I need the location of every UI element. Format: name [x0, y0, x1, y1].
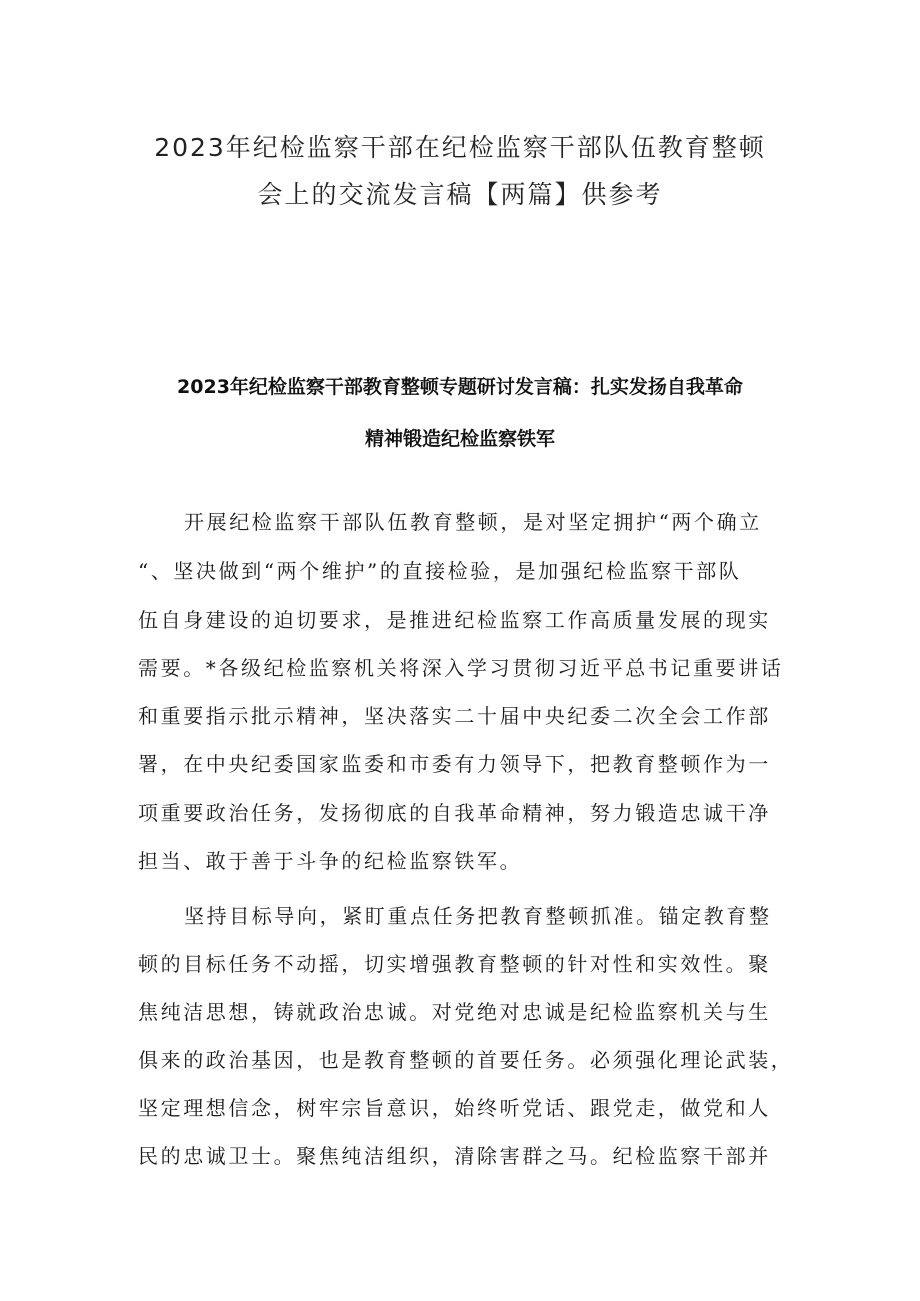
- paragraph-line: 坚定理想信念，树牢宗旨意识，始终听党话、跟党走，做党和人: [138, 1096, 771, 1120]
- paragraph-line: 开展纪检监察干部队伍教育整顿，是对坚定拥护“两个确立: [184, 510, 762, 534]
- paragraph-line: 和重要指示批示精神，坚决落实二十届中央纪委二次全会工作部: [138, 704, 771, 728]
- paragraph-line: 焦纯洁思想，铸就政治忠诚。对党绝对忠诚是纪检监察机关与生: [138, 1000, 771, 1024]
- paragraph-line: “、坚决做到“两个维护”的直接检验，是加强纪检监察干部队: [138, 559, 742, 583]
- paragraph-line: 担当、敢于善于斗争的纪检监察铁军。: [138, 849, 523, 873]
- paragraph-line: 坚持目标导向，紧盯重点任务把教育整顿抓准。锚定教育整: [184, 904, 772, 928]
- section-title-line-1: 2023年纪检监察干部教育整顿专题研讨发言稿：扎实发扬自我革命: [177, 376, 743, 398]
- paragraph-line: 署，在中央纪委国家监委和市委有力领导下，把教育整顿作为一: [138, 752, 771, 776]
- document-title-line-1: 2023年纪检监察干部在纪检监察干部队伍教育整顿: [154, 133, 766, 162]
- section-title-line-2: 精神锻造纪检监察铁军: [364, 428, 555, 450]
- paragraph-line: 顿的目标任务不动摇，切实增强教育整顿的针对性和实效性。聚: [138, 952, 771, 976]
- paragraph-line: 伍自身建设的迫切要求，是推进纪检监察工作高质量发展的现实: [138, 608, 771, 632]
- paragraph-line: 俱来的政治基因，也是教育整顿的首要任务。必须强化理论武装，: [138, 1048, 794, 1072]
- paragraph-line: 项重要政治任务，发扬彻底的自我革命精神，努力锻造忠诚干净: [138, 801, 771, 825]
- paragraph-line: 民的忠诚卫士。聚焦纯洁组织，清除害群之马。纪检监察干部并: [138, 1144, 771, 1168]
- document-title-line-2: 会上的交流发言稿【两篇】供参考: [257, 180, 663, 209]
- paragraph-line: 需要。*各级纪检监察机关将深入学习贯彻习近平总书记重要讲话: [138, 656, 784, 680]
